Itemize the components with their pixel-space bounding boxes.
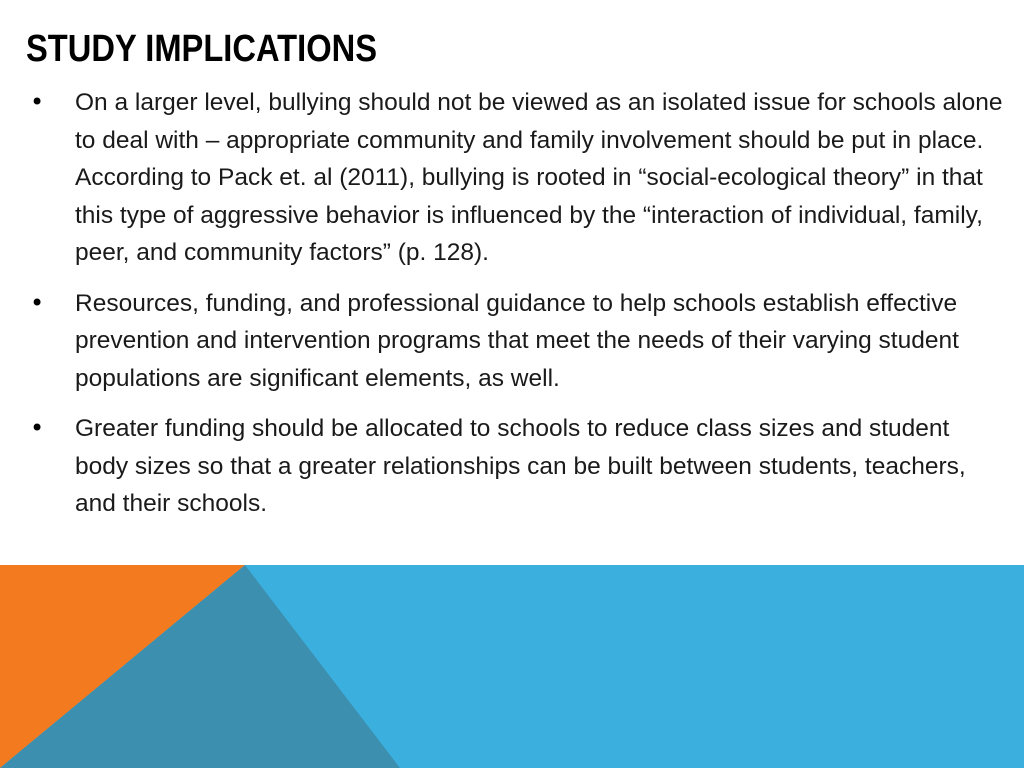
slide-title: STUDY IMPLICATIONS [26, 28, 378, 70]
bullet-list [30, 84, 1005, 536]
bullet-dot-icon: • [30, 288, 45, 317]
bullet-dot-icon: • [30, 414, 45, 442]
bullet-text-1: On a larger level, bullying should not be viewed as an isolated issue for schools alone to deal with – appropriate community and family involvement should be put in place. According to Pack et. al (2011), bullying is rooted in “social-ecological theory” in that this type of aggressive behavior is influenced by the “interaction of individual, family, peer, and community factors” (p. 128). [75, 89, 1003, 266]
bullet-item-1 [30, 84, 1005, 272]
bullet-text-2: Resources, funding, and professional guidance to help schools establish effective prevention and intervention programs that meet the needs of their varying student populations are significant elements, as well. [75, 289, 959, 392]
bullet-text-3: Greater funding should be allocated to schools to reduce class sizes and student body sizes so that a greater relationships can be built between students, teachers, and their schools. [75, 415, 966, 517]
bullet-dot-icon: • [30, 88, 45, 116]
bullet-item-3 [30, 410, 1005, 523]
bullet-item-2 [30, 285, 1005, 398]
